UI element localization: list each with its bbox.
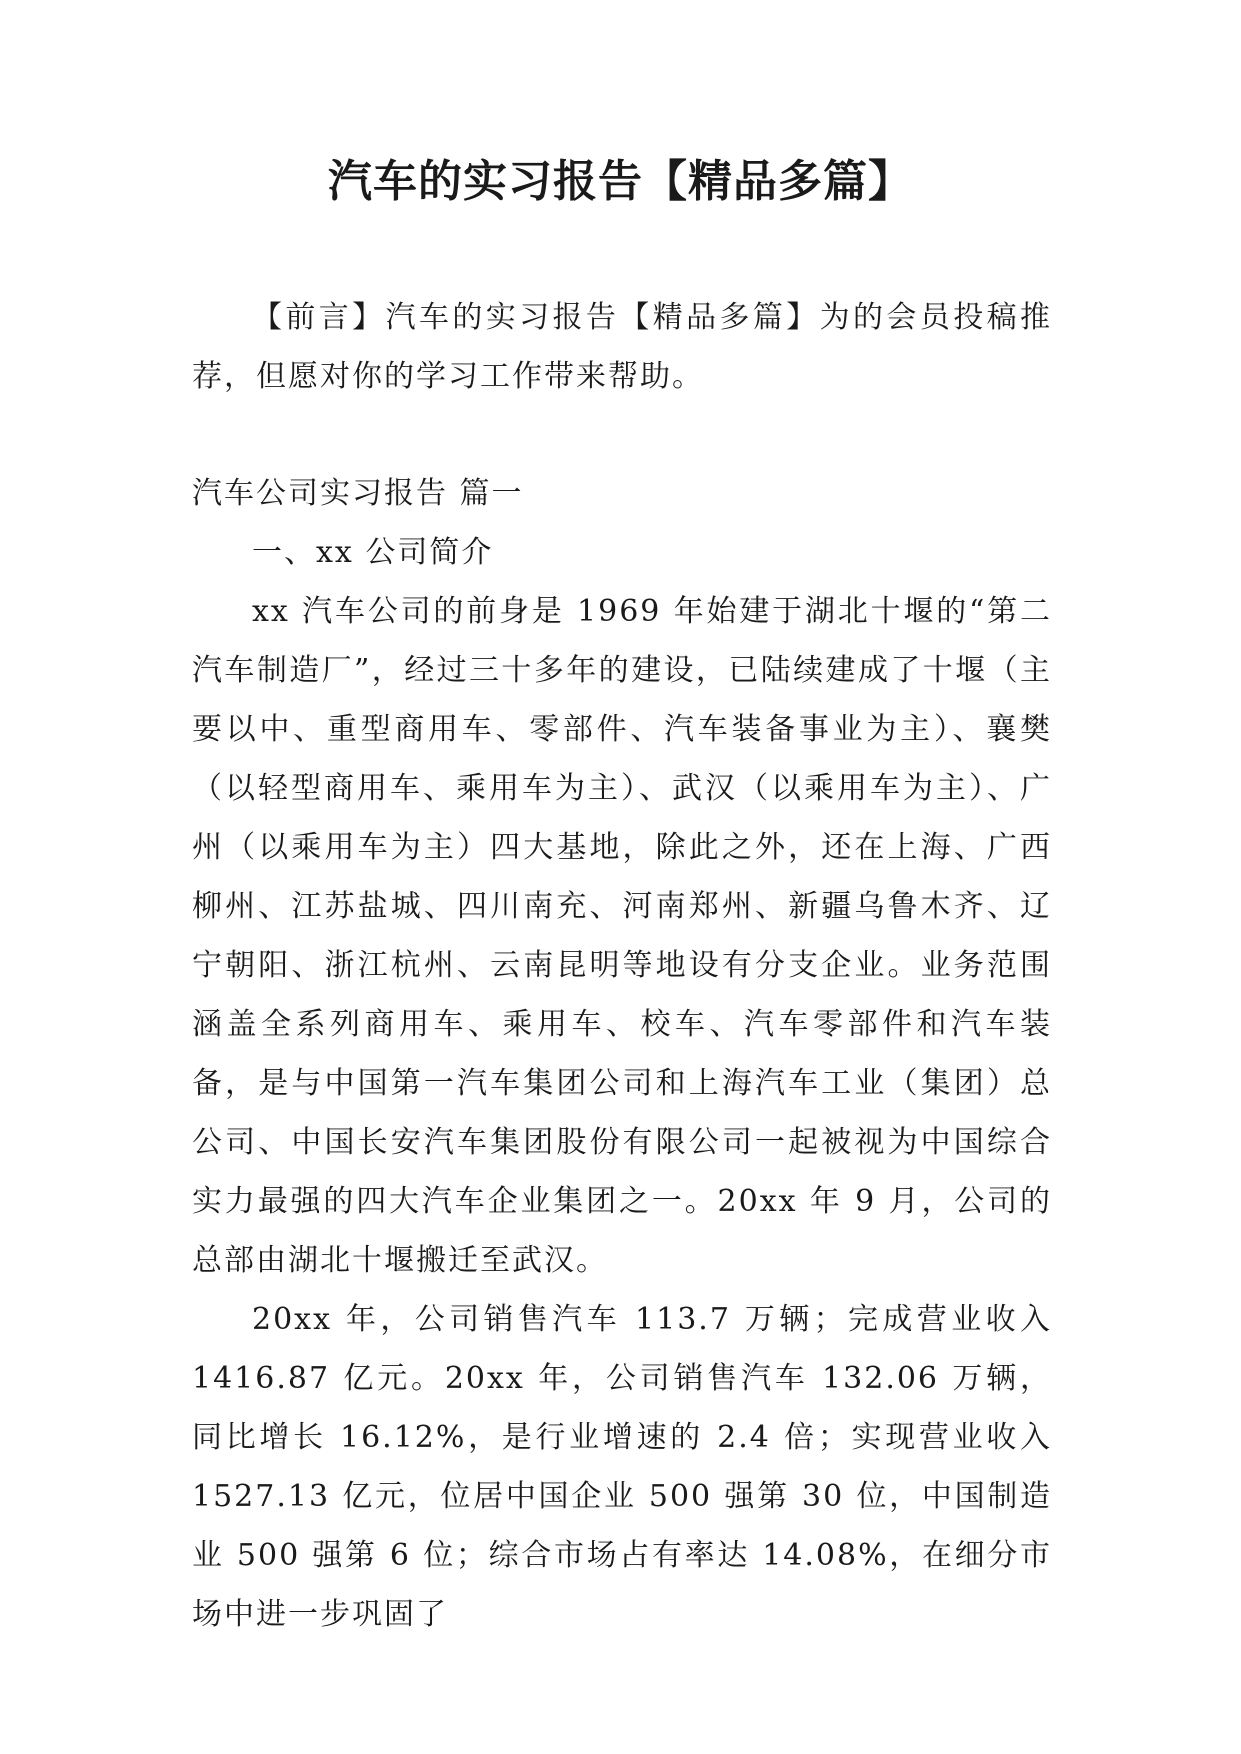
document-body <box>192 288 1052 1644</box>
body-paragraph-company-history: xx 汽车公司的前身是 1969 年始建于湖北十堰的“第二汽车制造厂”，经过三十多年的建设，已陆续建成了十堰（主要以中、重型商用车、零部件、汽车装备事业为主）、襄樊（以轻型商用车、乘用车为主）、武汉（以乘用车为主）、广州（以乘用车为主）四大基地，除此之外，还在上海、广西柳州、江苏盐城、四川南充、河南郑州、新疆乌鲁木齐、辽宁朝阳、浙江杭州、云南昆明等地设有分支企业。业务范围涵盖全系列商用车、乘用车、校车、汽车零部件和汽车装备，是与中国第一汽车集团公司和上海汽车工业（集团）总公司、中国长安汽车集团股份有限公司一起被视为中国综合实力最强的四大汽车企业集团之一。20xx 年 9 月，公司的总部由湖北十堰搬迁至武汉。 <box>192 594 1052 1278</box>
preface-paragraph: 【前言】汽车的实习报告【精品多篇】为的会员投稿推荐，但愿对你的学习工作带来帮助。 <box>192 300 1052 394</box>
body-paragraph-sales: 20xx 年，公司销售汽车 113.7 万辆；完成营业收入 1416.87 亿元。20xx 年，公司销售汽车 132.06 万辆，同比增长 16.12%，是行业增速的 2.4 倍；实现营业收入 1527.13 亿元，位居中国企业 500 强第 30 位，中国制造业 500 强第 6 位；综合市场占有率达 14.08%，在细分市场中进一步巩固了 <box>192 1302 1052 1632</box>
section-heading: 汽车公司实习报告 篇一 <box>192 476 524 511</box>
subheading-company-intro: 一、xx 公司简介 <box>252 535 494 570</box>
document-title: 汽车的实习报告【精品多篇】 <box>328 156 913 207</box>
